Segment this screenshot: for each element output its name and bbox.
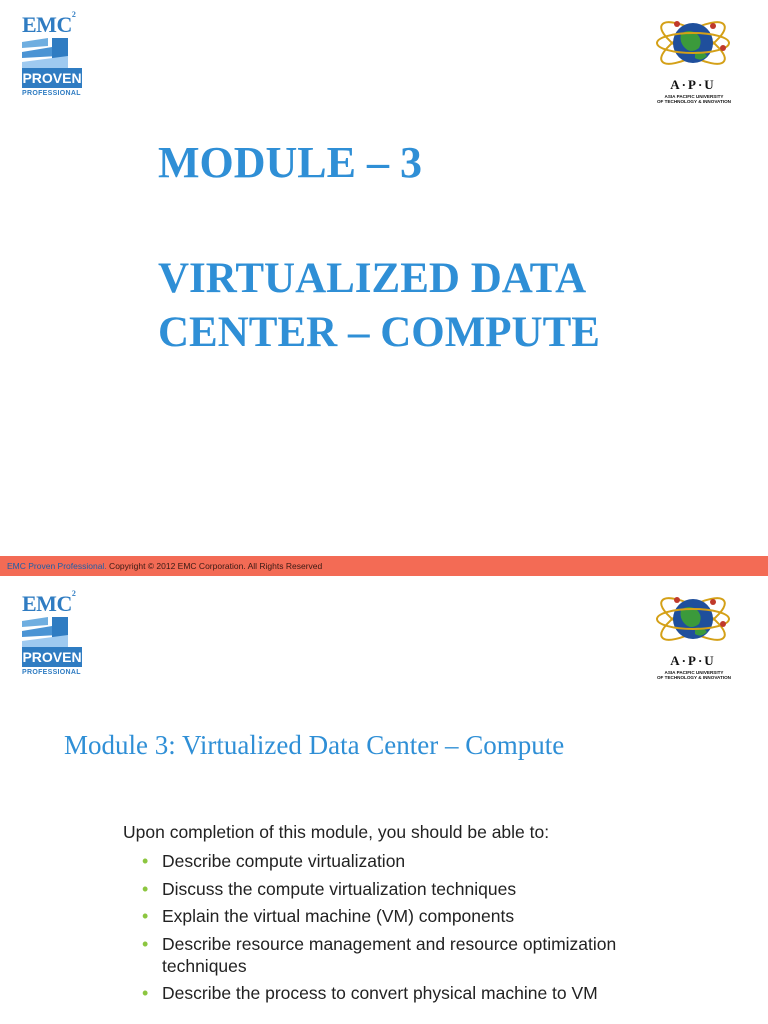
bullet-icon: • <box>142 878 149 899</box>
objective-text: Discuss the compute virtualization techniques <box>162 878 517 899</box>
apu-subtitle-line1: ASIA PACIFIC UNIVERSITY <box>664 670 724 675</box>
footer-copyright: Copyright © 2012 EMC Corporation. All Rights Reserved <box>106 561 323 571</box>
emc-proven-logo <box>22 12 86 112</box>
apu-globe-icon <box>655 584 731 654</box>
apu-subtitle <box>646 670 742 680</box>
bullet-icon: • <box>142 983 149 1003</box>
apu-letters: A·P·U <box>670 77 716 92</box>
list-item <box>140 850 700 872</box>
emc-logo-text: EMC$^2$ <box>22 10 76 37</box>
bullet-icon: • <box>142 906 149 926</box>
apu-subtitle-line2: OF TECHNOLOGY & INNOVATION <box>656 99 731 104</box>
apu-globe-icon <box>655 8 731 78</box>
footer-brand: EMC Proven Professional. <box>7 561 107 571</box>
module-title-line2: CENTER – COMPUTE <box>158 309 600 356</box>
list-item <box>140 933 700 977</box>
bullet-icon: • <box>142 851 149 871</box>
module-title-line1: VIRTUALIZED DATA <box>158 255 587 302</box>
apu-subtitle <box>646 94 742 104</box>
objective-text: Explain the virtual machine (VM) components <box>162 906 515 926</box>
objective-text: Describe the process to convert physical machine to VM <box>162 983 598 1003</box>
emc-logo-text: EMC$^2$ <box>22 589 76 616</box>
apu-letters: A·P·U <box>670 653 716 668</box>
objectives-intro: Upon completion of this module, you should be able to: <box>123 822 550 842</box>
emc-proven-badge: PROVEN <box>22 649 82 665</box>
slide-title: Module 3: Virtualized Data Center – Compute <box>64 730 565 760</box>
emc-proven-logo <box>22 591 86 691</box>
apu-subtitle-line2: OF TECHNOLOGY & INNOVATION <box>656 675 731 680</box>
objective-text: Describe resource management and resource optimization techniques <box>162 933 617 976</box>
footer-copyright-band <box>0 556 768 576</box>
objectives-list <box>140 850 700 1010</box>
emc-professional-text: PROFESSIONAL <box>22 90 81 97</box>
bullet-icon: • <box>142 933 149 954</box>
objective-text: Describe compute virtualization <box>162 851 406 871</box>
module-label: MODULE – 3 <box>158 138 422 187</box>
list-item <box>140 982 700 1004</box>
emc-professional-text: PROFESSIONAL <box>22 669 81 676</box>
list-item <box>140 878 700 900</box>
module-title <box>158 252 718 360</box>
apu-logo <box>640 8 746 104</box>
list-item <box>140 905 700 927</box>
emc-proven-badge: PROVEN <box>22 70 82 86</box>
slide-objectives <box>0 578 768 1024</box>
apu-logo <box>640 584 746 680</box>
apu-subtitle-line1: ASIA PACIFIC UNIVERSITY <box>664 94 724 99</box>
